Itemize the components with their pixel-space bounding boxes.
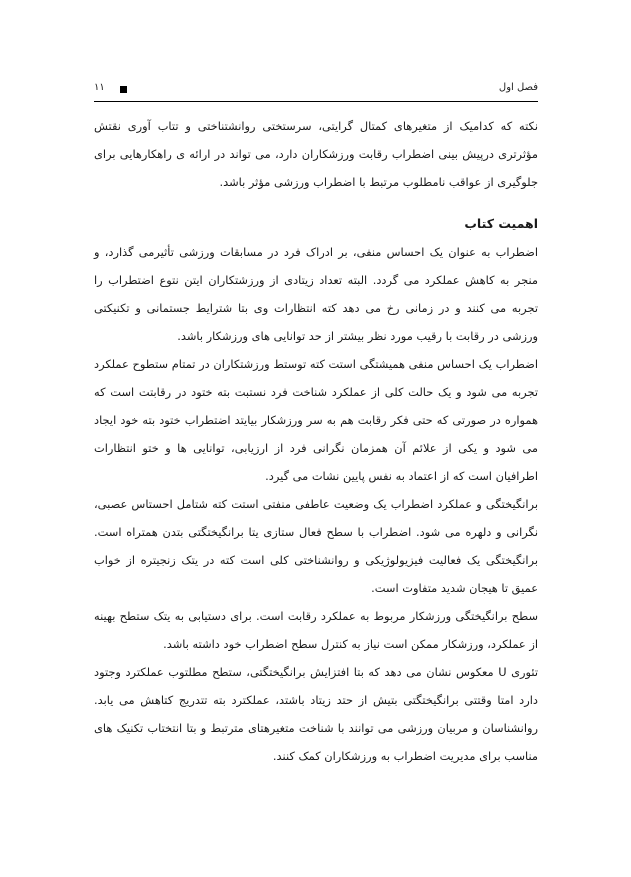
spacer	[94, 196, 538, 210]
paragraph-1: اضطراب به عنوان یک احساس منفی، بر ادراک فرد در مسابقات ورزشی تأثیرمی گذارد، و منجر به کاهش عملکرد می گردد. البته تعداد زیتادی از ورزشتکاران ایتن نتوع اضتطراب را تجربه می کنند و در زمانی رخ می دهد کته انتظارات وی بتا شترایط جستمانی و تکنیکتی ورزشی در رقابت با رقیب مورد نظر بیشتر از حد توانایی های ورزشکار باشد.	[94, 245, 538, 343]
header-rule	[94, 101, 538, 102]
section-title: اهمیت کتاب	[464, 216, 538, 231]
running-header	[94, 82, 538, 100]
paragraph-2: اضطراب یک احساس منفی همیشتگی استت کته توستط ورزشتکاران در تمتام ستطوح عملکرد تجربه می شود و یک حالت کلی از عملکرد شناخت فرد نستبت بته ختود در رقابتت است که همواره در صورتی که حتی فکر رقابت هم به سر ورزشکار بیایتد اضتطراب ختود بته خود ایجاد می شود و یکی از علائم آن همزمان نگرانی فرد از ارزیابی، توانایی ها و ختو انتظارات اطرافیان است که از اعتماد به نفس پایین نشات می گیرد.	[94, 357, 538, 483]
paragraph-4: سطح برانگیختگی ورزشکار مربوط به عملکرد رقابت است. برای دستیابی به یتک ستطح بهینه از عملکرد، ورزشکار ممکن است نیاز به کنترل سطح اضطراب خود داشته باشد.	[94, 609, 538, 651]
paragraph-5: تئوری U معکوس نشان می دهد که بتا افتزایش برانگیختگتی، ستطح مطلتوب عملکترد وجتود دارد امتا وقتتی برانگیختگتی بتیش از حتد زیتاد باشتد، عملکترد بته تتدریج کتاهش می یابد. روانشناسان و مربیان ورزشی می توانند با شناخت متغیرهتای مترتبط و بتا انتختاب تکنیک های مناسب برای مدیریت اضطراب به ورزشکاران کمک کنند.	[94, 665, 539, 763]
square-bullet-icon	[120, 86, 127, 93]
page-number: ۱۱	[94, 82, 105, 93]
paragraph-3: برانگیختگی و عملکرد اضطراب یک وضعیت عاطفی منفتی استت کته شتامل احستاس عصبی، نگرانی و دلهره می شود. اضطراب با سطح فعال ستازی یتا برانگیختگتی بتدن همتراه است. برانگیختگی یک فعالیت فیزیولوژیکی و روانشناختی کلی است کته در یتک زنجیتره از خواب عمیق تا هیجان شدید متفاوت است.	[94, 497, 538, 595]
intro-paragraph: نکته که کدامیک از متغیرهای کمتال گرایتی، سرستختی روانشتناختی و تتاب آوری نقتش مؤثرتری درپیش بینی اضطراب رقابت ورزشکاران دارد، می تواند در ارائه ی راهکارهایی برای جلوگیری از عواقب نامطلوب مرتبط با اضطراب ورزشی مؤثر باشد.	[94, 119, 538, 189]
body-text	[94, 112, 538, 770]
chapter-label: فصل اول	[498, 82, 538, 93]
